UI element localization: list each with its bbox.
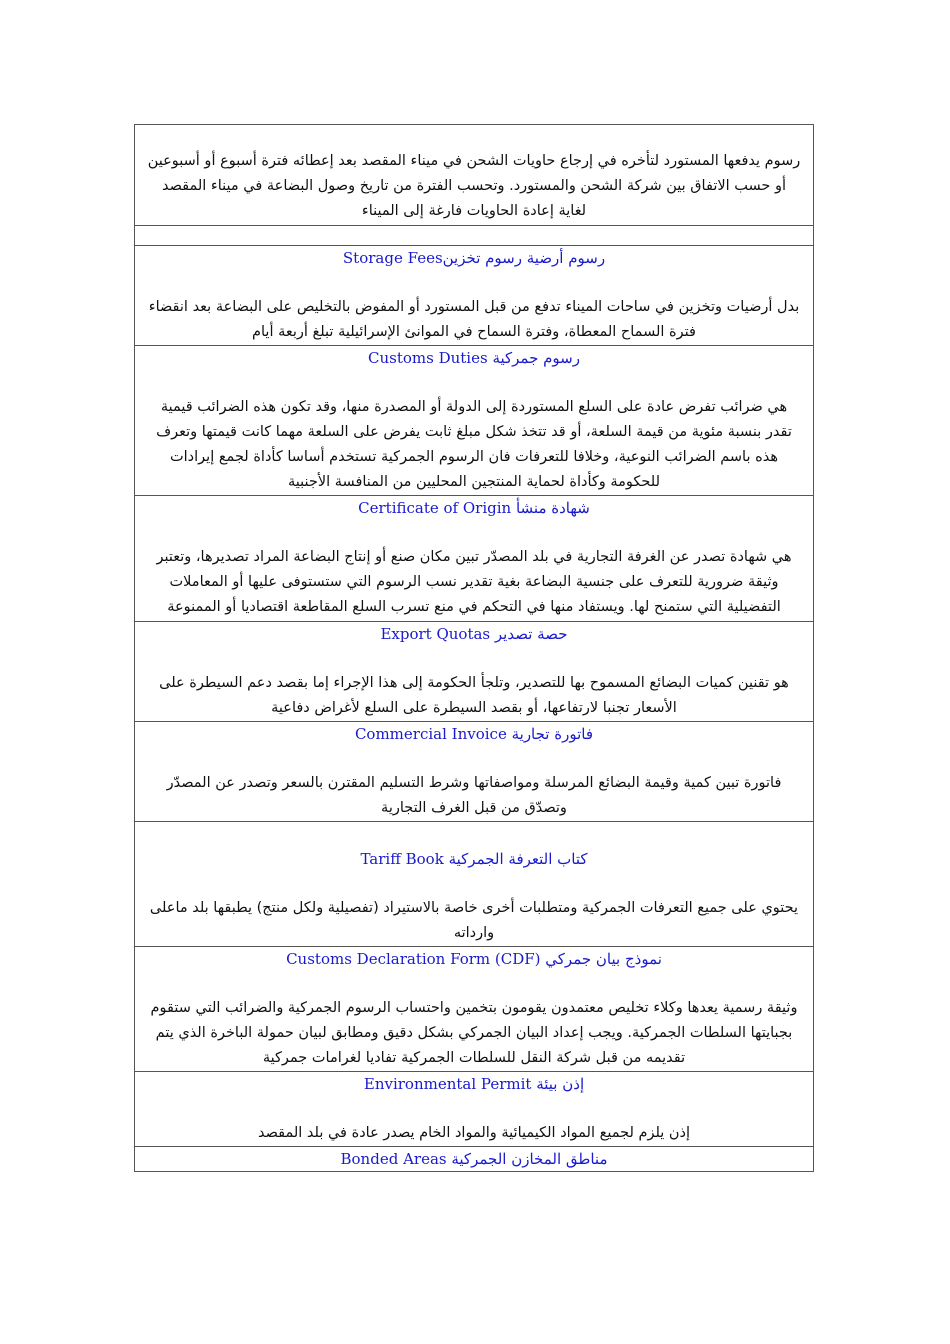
glossary-row-certificate-of-origin <box>135 495 813 621</box>
term-customs-declaration-form: نموذج بيان جمركي Customs Declaration Form (CDF) <box>286 950 662 968</box>
glossary-row-demurrage <box>135 125 813 225</box>
glossary-row-customs-duties <box>135 345 813 495</box>
definition-environmental-permit: إذن يلزم لجميع المواد الكيميائية والمواد الخام يصدر عادة في بلد المقصد <box>257 1125 691 1141</box>
term-commercial-invoice: فاتورة تجارية Commercial Invoice <box>354 725 594 743</box>
term-export-quotas: حصة تصدير Export Quotas <box>380 625 568 643</box>
definition-customs-duties: هي ضرائب تفرض عادة على السلع المستوردة إلى الدولة أو المصدرة منها، وقد تكون هذه الضرائب قيمية تقدر بنسبة مئوية من قيمة السلعة، أو قد تتخذ شكل مبلغ ثابت يفرض على السلعة مهما كانت قيمتها وتعرف هذه باسم الضرائب النوعية، وخلافا للتعرفات فان الرسوم الجمركية تستخدم أساسا كأداة لجمع إيرادات للحكومة وكأداة لحماية المنتجين المحليين من المنافسة الأجنبية <box>156 399 792 490</box>
glossary-row-empty <box>135 225 813 245</box>
glossary-row-bonded-areas <box>135 1146 813 1171</box>
glossary-table <box>134 124 814 1172</box>
glossary-row-commercial-invoice <box>135 721 813 821</box>
term-customs-duties: رسوم جمركية Customs Duties <box>368 349 580 367</box>
definition-commercial-invoice: فاتورة تبين كمية وقيمة البضائع المرسلة ومواصفاتها وشرط التسليم المقترن بالسعر وتصدر عن المصدّر وتصدّق من قبل الغرف التجارية <box>166 775 782 816</box>
term-environmental-permit: إذن بيئة Environmental Permit <box>363 1075 585 1093</box>
term-tariff-book: كتاب التعرفة الجمركية Tariff Book <box>360 850 588 868</box>
definition-certificate-of-origin: هي شهادة تصدر عن الغرفة التجارية في بلد المصدّر تبين مكان صنع أو إنتاج البضاعة المراد تصديرها، وتعتبر وثيقة ضرورية للتعرف على جنسية البضاعة بغية تقدير نسب الرسوم التي ستستوفى عليها أو المعاملات التفضيلية التي ستمنح لها. ويستفاد منها في التحكم في منع تسرب السلع المقاطعة اقتصاديا أو الممنوعة <box>156 549 792 615</box>
definition-storage-fees: بدل أرضيات وتخزين في ساحات الميناء تدفع من قبل المستورد أو المفوض بالتخليص على البضاعة بعد انقضاء فترة السماح المعطاة، وفترة السماح في الموانئ الإسرائيلية تبلغ أربعة أيام <box>148 299 800 340</box>
glossary-row-export-quotas <box>135 621 813 721</box>
glossary-row-customs-declaration-form <box>135 946 813 1071</box>
term-bonded-areas: مناطق المخازن الجمركية Bonded Areas <box>340 1150 608 1168</box>
definition-tariff-book: يحتوي على جميع التعرفات الجمركية ومتطلبات أخرى خاصة بالاستيراد (تفصيلية ولكل منتج) يطبقها بلد ماعلى وارداته <box>149 900 799 941</box>
definition-customs-declaration-form: وثيقة رسمية يعدها وكلاء تخليص معتمدون يقومون بتخمين واحتساب الرسوم الجمركية والضرائب التي ستقوم بجبايتها السلطات الجمركية. ويجب إعداد البيان الجمركي بشكل دقيق ومطابق لبيان حمولة الباخرة الذي يتم تقديمه من قبل شركة النقل للسلطات الجمركية تفاديا لغرامات جمركية <box>150 1000 798 1066</box>
definition-demurrage: رسوم يدفعها المستورد لتأخره في إرجاع حاويات الشحن في ميناء المقصد بعد إعطائه فترة أسبوع أو أسبوعين أو حسب الاتفاق بين شركة الشحن والمستورد. وتحسب الفترة من تاريخ وصول البضاعة في ميناء المقصد لغاية إعادة الحاويات فارغة إلى الميناء <box>147 153 801 219</box>
term-certificate-of-origin: شهادة منشأ Certificate of Origin <box>358 499 590 517</box>
glossary-row-tariff-book <box>135 821 813 946</box>
glossary-row-environmental-permit <box>135 1071 813 1146</box>
term-storage-fees: Storage Feesرسوم أرضية رسوم تخزين <box>342 249 606 267</box>
definition-export-quotas: هو تقنين كميات البضائع المسموح بها للتصدير، وتلجأ الحكومة إلى هذا الإجراء إما بقصد دعم السيطرة على الأسعار تجنبا لارتفاعها، أو بقصد السيطرة على السلع لأغراض دفاعية <box>159 675 789 716</box>
glossary-row-storage-fees <box>135 245 813 345</box>
